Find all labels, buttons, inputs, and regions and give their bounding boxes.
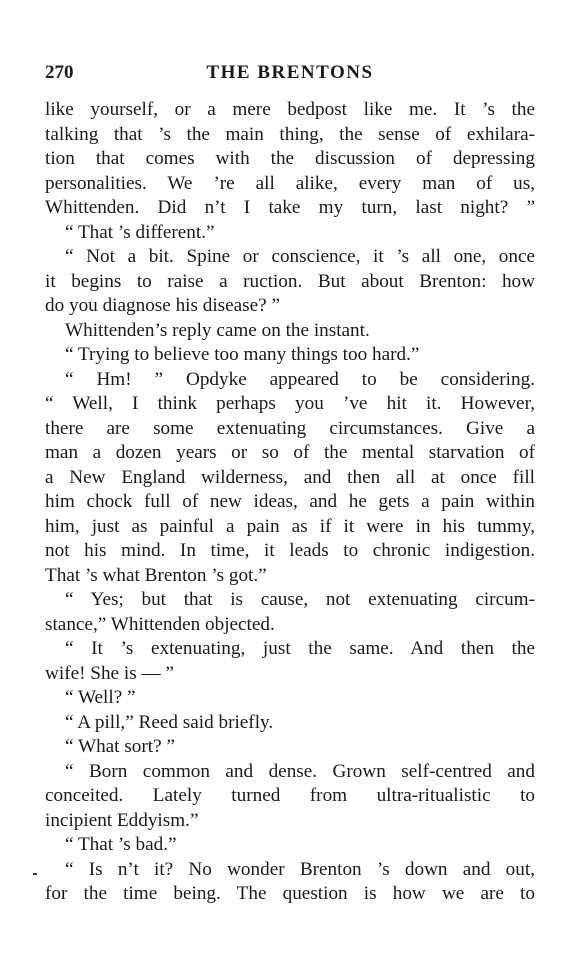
text-line: “ That ’s bad.” <box>65 834 177 855</box>
text-line: man a dozen years or so of the mental starvation of <box>45 442 535 463</box>
text-line: stance,” Whittenden objected. <box>45 613 275 635</box>
text-line: a New England wilderness, and then all at once fill <box>45 466 535 488</box>
text-line: incipient Eddyism.” <box>45 809 199 831</box>
text-line: “ What sort? ” <box>65 736 175 757</box>
text-line: “ Well? ” <box>65 687 136 708</box>
text-line: not his mind. In time, it leads to chronic indigestion. <box>45 540 535 561</box>
text-line: “ That ’s different.” <box>65 221 215 243</box>
text-line: him chock full of new ideas, and he gets a pain within <box>45 491 535 512</box>
margin-mark <box>33 873 37 875</box>
text-line: talking that ’s the main thing, the sense of exhilara- <box>45 123 535 145</box>
text-line: personalities. We ’re all alike, every man of us, <box>45 172 535 194</box>
running-title: THE BRENTONS <box>206 62 374 83</box>
text-line: do you diagnose his disease? ” <box>45 295 280 316</box>
text-line: “ It ’s extenuating, just the same. And then the <box>65 638 535 659</box>
body-text <box>45 98 535 907</box>
text-line: “ Yes; but that is cause, not extenuating circum- <box>65 589 535 610</box>
text-line: Whittenden. Did n’t I take my turn, last night? ” <box>45 197 535 218</box>
text-line: tion that comes with the discussion of depressing <box>45 148 535 169</box>
text-line: there are some extenuating circumstances. Give a <box>45 417 535 439</box>
text-line: Whittenden’s reply came on the instant. <box>65 319 370 341</box>
text-line: “ Not a bit. Spine or conscience, it ’s all one, once <box>65 246 535 267</box>
text-line: “ Is n’t it? No wonder Brenton ’s down and out, <box>65 858 535 880</box>
page-header <box>45 62 535 86</box>
text-line: “ Born common and dense. Grown self-centred and <box>65 760 535 782</box>
text-line: like yourself, or a mere bedpost like me. It ’s the <box>45 99 535 120</box>
text-line: “ A pill,” Reed said briefly. <box>65 711 274 733</box>
text-line: it begins to raise a ruction. But about Brenton: how <box>45 270 535 292</box>
text-line: him, just as painful a pain as if it were in his tummy, <box>45 515 535 537</box>
text-line: wife! She is — ” <box>45 662 174 684</box>
text-line: conceited. Lately turned from ultra-ritualistic to <box>45 785 535 806</box>
text-line: “ Hm! ” Opdyke appeared to be considering. <box>65 368 535 390</box>
text-line: “ Trying to believe too many things too hard.” <box>65 344 420 365</box>
text-line: “ Well, I think perhaps you ’ve hit it. However, <box>45 393 535 414</box>
text-line: That ’s what Brenton ’s got.” <box>45 564 267 586</box>
text-line: for the time being. The question is how we are to <box>45 883 535 904</box>
page-number: 270 <box>45 62 74 83</box>
